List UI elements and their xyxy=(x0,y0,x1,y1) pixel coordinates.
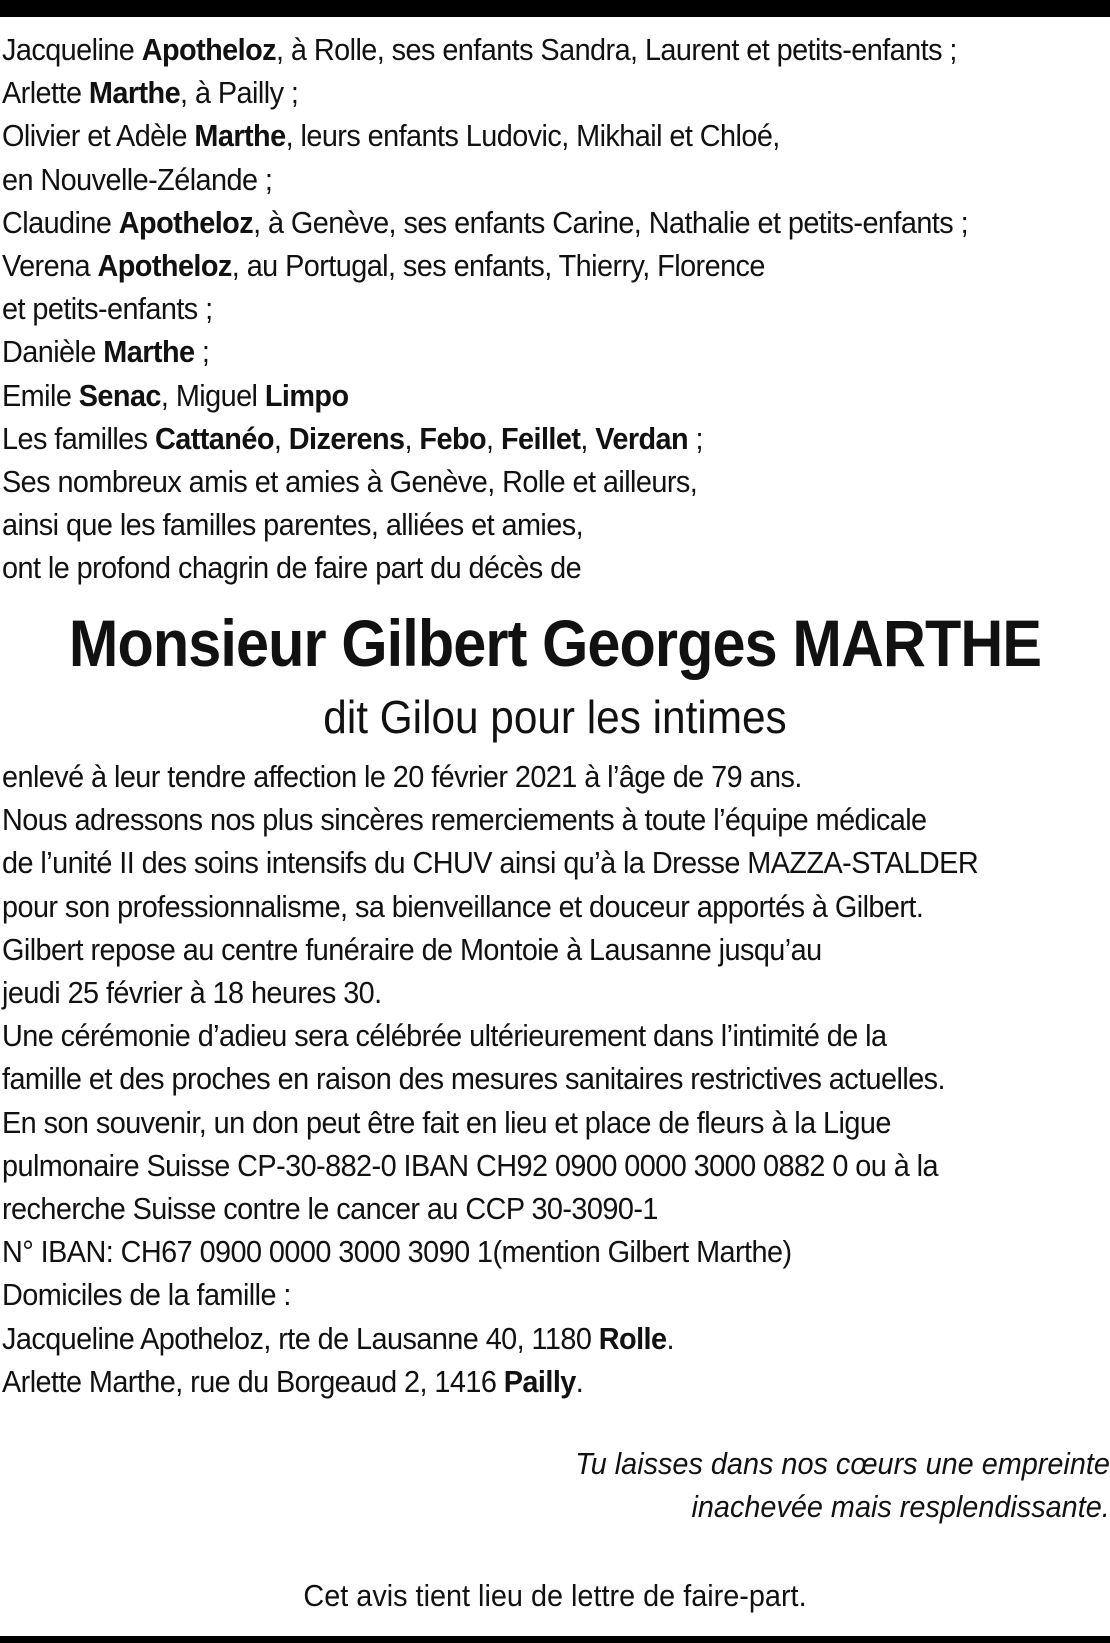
text-segment: Jacqueline xyxy=(2,32,142,67)
text-segment: recherche Suisse contre le cancer au CCP 30-3090-1 xyxy=(2,1191,658,1226)
text-segment: . xyxy=(575,1363,584,1399)
body-line xyxy=(2,1014,887,1057)
family-line xyxy=(2,158,272,201)
body-line xyxy=(2,971,382,1014)
deceased-name: Monsieur Gilbert Georges MARTHE xyxy=(68,606,1042,680)
family-line xyxy=(2,546,581,589)
family-line xyxy=(2,201,968,244)
text-segment: Domiciles de la famille : xyxy=(2,1277,291,1313)
text-segment: , leurs enfants Ludovic, Mikhail et Chloé, xyxy=(285,118,780,154)
family-line xyxy=(2,417,703,460)
body-line xyxy=(2,928,822,971)
bold-name: Marthe xyxy=(103,334,195,370)
text-segment: , xyxy=(486,420,501,456)
text-segment: N° IBAN: CH67 0900 0000 3000 3090 1(mention Gilbert Marthe) xyxy=(2,1234,792,1270)
text-segment: Verena xyxy=(2,248,98,283)
text-segment: Jacqueline Apotheloz, rte de Lausanne 40, 1180 xyxy=(2,1320,599,1356)
family-line xyxy=(2,244,765,287)
body-line xyxy=(2,841,978,884)
text-segment: Olivier et Adèle xyxy=(2,118,195,154)
body-line xyxy=(2,1101,891,1144)
top-border-rule xyxy=(0,0,1110,17)
text-segment: Emile xyxy=(2,377,79,413)
text-segment: , à Genève, ses enfants Carine, Nathalie et petits-enfants ; xyxy=(253,204,969,240)
text-segment: , à Pailly ; xyxy=(180,75,299,111)
text-segment: , à Rolle, ses enfants Sandra, Laurent et petits-enfants ; xyxy=(276,32,957,67)
family-line xyxy=(2,71,298,114)
text-segment: jeudi 25 février à 18 heures 30. xyxy=(2,975,382,1010)
text-segment: Arlette xyxy=(2,75,89,111)
text-segment: famille et des proches en raison des mesures sanitaires restrictives actuelles. xyxy=(2,1061,945,1097)
text-segment: En son souvenir, un don peut être fait en lieu et place de fleurs à la Ligue xyxy=(2,1104,891,1140)
family-line xyxy=(2,114,780,157)
body-line xyxy=(2,1187,658,1230)
body-line xyxy=(2,885,923,928)
bold-name: Apotheloz xyxy=(118,204,254,240)
text-segment: Arlette Marthe, rue du Borgeaud 2, 1416 xyxy=(2,1363,504,1399)
text-segment: de l’unité II des soins intensifs du CHUV ainsi qu’à la Dresse MAZZA-STALDER xyxy=(2,845,979,881)
family-line xyxy=(2,330,209,373)
bottom-border-rule xyxy=(0,1636,1110,1643)
bold-name: Senac xyxy=(78,377,161,413)
bold-name: Limpo xyxy=(264,377,349,413)
text-segment: en Nouvelle-Zélande ; xyxy=(2,161,273,197)
text-segment: , xyxy=(273,420,289,456)
body-line xyxy=(2,1144,938,1187)
family-line xyxy=(2,460,697,503)
bold-name: Verdan xyxy=(595,420,689,456)
text-segment: Une cérémonie d’adieu sera célébrée ultérieurement dans l’intimité de la xyxy=(2,1018,887,1054)
text-segment: ; xyxy=(688,420,704,456)
family-line xyxy=(2,28,957,71)
bold-name: Apotheloz xyxy=(97,248,232,283)
family-line xyxy=(2,503,583,546)
bold-name: Apotheloz xyxy=(141,32,277,67)
text-segment: Nous adressons nos plus sincères remerciements à toute l’équipe médicale xyxy=(2,802,927,838)
text-segment: , xyxy=(404,420,420,456)
text-segment: ont le profond chagrin de faire part du décès de xyxy=(2,550,582,586)
quote-line-1: Tu laisses dans nos cœurs une empreinte xyxy=(575,1446,1110,1481)
text-segment: et petits-enfants ; xyxy=(2,291,213,327)
quote-line-2: inachevée mais resplendissante. xyxy=(691,1489,1110,1524)
text-segment: pour son professionnalisme, sa bienveillance et douceur apportés à Gilbert. xyxy=(2,888,924,924)
bold-name: Cattanéo xyxy=(154,420,274,456)
family-line xyxy=(2,287,213,330)
text-segment: , au Portugal, ses enfants, Thierry, Florence xyxy=(231,248,765,283)
body-line xyxy=(2,1057,945,1100)
text-segment: enlevé à leur tendre affection le 20 février 2021 à l’âge de 79 ans. xyxy=(2,759,802,794)
body-line xyxy=(2,1273,291,1316)
text-segment: ; xyxy=(194,334,210,370)
body-line xyxy=(2,798,927,841)
text-segment: . xyxy=(666,1320,674,1356)
bold-name: Rolle xyxy=(598,1320,667,1356)
closing-note: Cet avis tient lieu de lettre de faire-part. xyxy=(303,1578,807,1613)
text-segment: Danièle xyxy=(2,334,104,370)
bold-name: Feillet xyxy=(500,420,581,456)
text-segment: ainsi que les familles parentes, alliées et amies, xyxy=(2,507,584,543)
bold-name: Pailly xyxy=(503,1363,576,1399)
bold-name: Dizerens xyxy=(288,420,405,456)
body-line xyxy=(2,1230,792,1273)
body-line xyxy=(2,1360,583,1403)
bold-name: Marthe xyxy=(88,75,181,111)
text-segment: Les familles xyxy=(2,420,155,456)
text-segment: Ses nombreux amis et amies à Genève, Rolle et ailleurs, xyxy=(2,464,698,499)
family-line xyxy=(2,374,349,417)
body-line xyxy=(2,1317,674,1360)
deceased-nickname: dit Gilou pour les intimes xyxy=(323,691,787,743)
text-segment: Gilbert repose au centre funéraire de Montoie à Lausanne jusqu’au xyxy=(2,931,822,967)
body-line xyxy=(2,755,802,798)
text-segment: , xyxy=(580,420,596,456)
text-segment: Claudine xyxy=(2,204,119,240)
bold-name: Marthe xyxy=(194,118,286,154)
bold-name: Febo xyxy=(419,420,487,456)
text-segment: , Miguel xyxy=(160,377,265,413)
text-segment: pulmonaire Suisse CP-30-882-0 IBAN CH92 0900 0000 3000 0882 0 ou à la xyxy=(2,1147,938,1183)
